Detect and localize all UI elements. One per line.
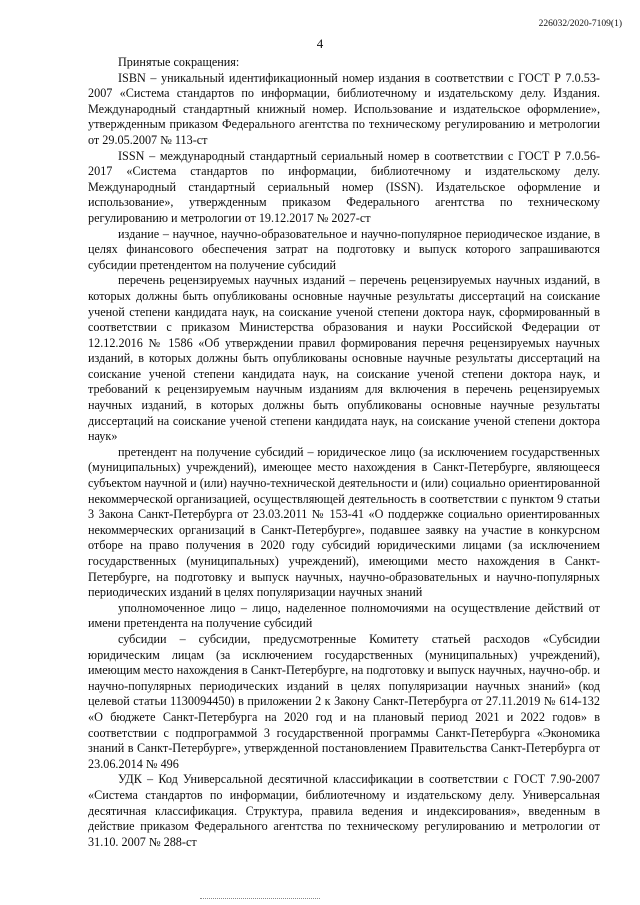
- definition-izdanie: издание – научное, научно-образовательное и научно-популярное периодическое издание, в целях финансового обеспечения затрат на подготовку и выпуск которого запрашиваются субсидии претендентом на получение субсидий: [88, 226, 600, 272]
- document-number: 226032/2020-7109(1): [538, 19, 622, 29]
- definition-udk: УДК – Код Универсальной десятичной классификации в соответствии с ГОСТ 7.90-2007 «Система стандартов по информации, библиотечному и издательскому делу. Универсальная десятичная классификация. Структура, правила ведения и индексирования», введенным в действие приказом Федерального агентства по техническому регулированию и метрологии от 31.10. 2007 № 288-ст: [88, 772, 600, 849]
- definition-issn: ISSN – международный стандартный сериальный номер в соответствии с ГОСТ Р 7.0.56-2017 «Система стандартов по информации, библиотечному и издательскому делу. Международный стандартный сериальный номер (ISSN). Издательское оформление и использование», утвержденным приказом Федерального агентства по техническому регулированию и метрологии от 19.12.2017 № 2027-ст: [88, 148, 600, 225]
- definition-subsidii: субсидии – субсидии, предусмотренные Комитету статьей расходов «Субсидии юридическим лицам (за исключением государственных (муниципальных) учреждений), имеющим место нахождения в Санкт-Петербурге, на подготовку и выпуск научных, научно-обр. и научно-популярных периодических изданий в целях популяризации научных знаний» (код целевой статьи 1130094450) в приложении 2 к Закону Санкт-Петербурга от 27.11.2019 № 614-132 «О бюджете Санкт-Петербурга на 2020 год и на плановый период 2021 и 2022 годов» в соответствии с подпрограммой 3 государственной программы Санкт-Петербурга «Экономика знаний в Санкт-Петербурге», утвержденной постановлением Правительства Санкт-Петербурга от 23.06.2014 № 496: [88, 631, 600, 771]
- document-body: [88, 55, 600, 850]
- page-number: 4: [316, 36, 324, 51]
- section-heading: Принятые сокращения:: [118, 55, 240, 69]
- definition-perechen: перечень рецензируемых научных изданий – перечень рецензируемых научных изданий, в которых должны быть опубликованы основные научные результаты диссертаций на соискание ученой степени кандидата наук, на соискание ученой степени доктора наук, сформированный в соответствии с приказом Министерства образования и науки Российской Федерации от 12.12.2016 № 1586 «Об утверждении правил формирования перечня рецензируемых научных изданий, в которых должны быть опубликованы основные научные результаты диссертаций на соискание ученой степени кандидата наук, на соискание ученой степени доктора наук, и требований к рецензируемым научным изданиям для включения в перечень рецензируемых научных изданий, в которых должны быть опубликованы основные научные результаты диссертаций на соискание ученой степени кандидата наук, на соискание ученой степени доктора наук»: [88, 273, 600, 444]
- definition-pretendent: претендент на получение субсидий – юридическое лицо (за исключением государственных (муниципальных) учреждений), имеющее место нахождения в Санкт-Петербурге, являющееся субъектом научной и (или) научно-технической деятельности и (или) социально ориентированной некоммерческой организацией, осуществляющей деятельность в соответствии с пунктом 9 статьи 3 Закона Санкт-Петербурга от 23.03.2011 № 153-41 «О поддержке социально ориентированных некоммерческих организаций в Санкт-Петербурге», подавшее заявку на участие в конкурсном отборе на право получения в 2020 году субсидий юридическими лицами (за исключением государственных (муниципальных) учреждений), имеющими место нахождения в Санкт-Петербурге, на подготовку и выпуск научных, научно-образовательных и научно-популярных периодических изданий в целях популяризации научных знаний: [88, 444, 600, 600]
- bottom-scan-mark: [200, 898, 320, 901]
- definition-isbn: ISBN – уникальный идентификационный номер издания в соответствии с ГОСТ Р 7.0.53-2007 «Система стандартов по информации, библиотечному и издательскому делу. Издания. Международный стандартный книжный номер. Использование и издательское оформление», утвержденным приказом Федерального агентства по техническому регулированию и метрологии от 29.05.2007 № 113-ст: [88, 70, 600, 147]
- definition-upolnomochennoe-litso: уполномоченное лицо – лицо, наделенное полномочиями на осуществление действий от имени претендента на получение субсидий: [88, 600, 600, 631]
